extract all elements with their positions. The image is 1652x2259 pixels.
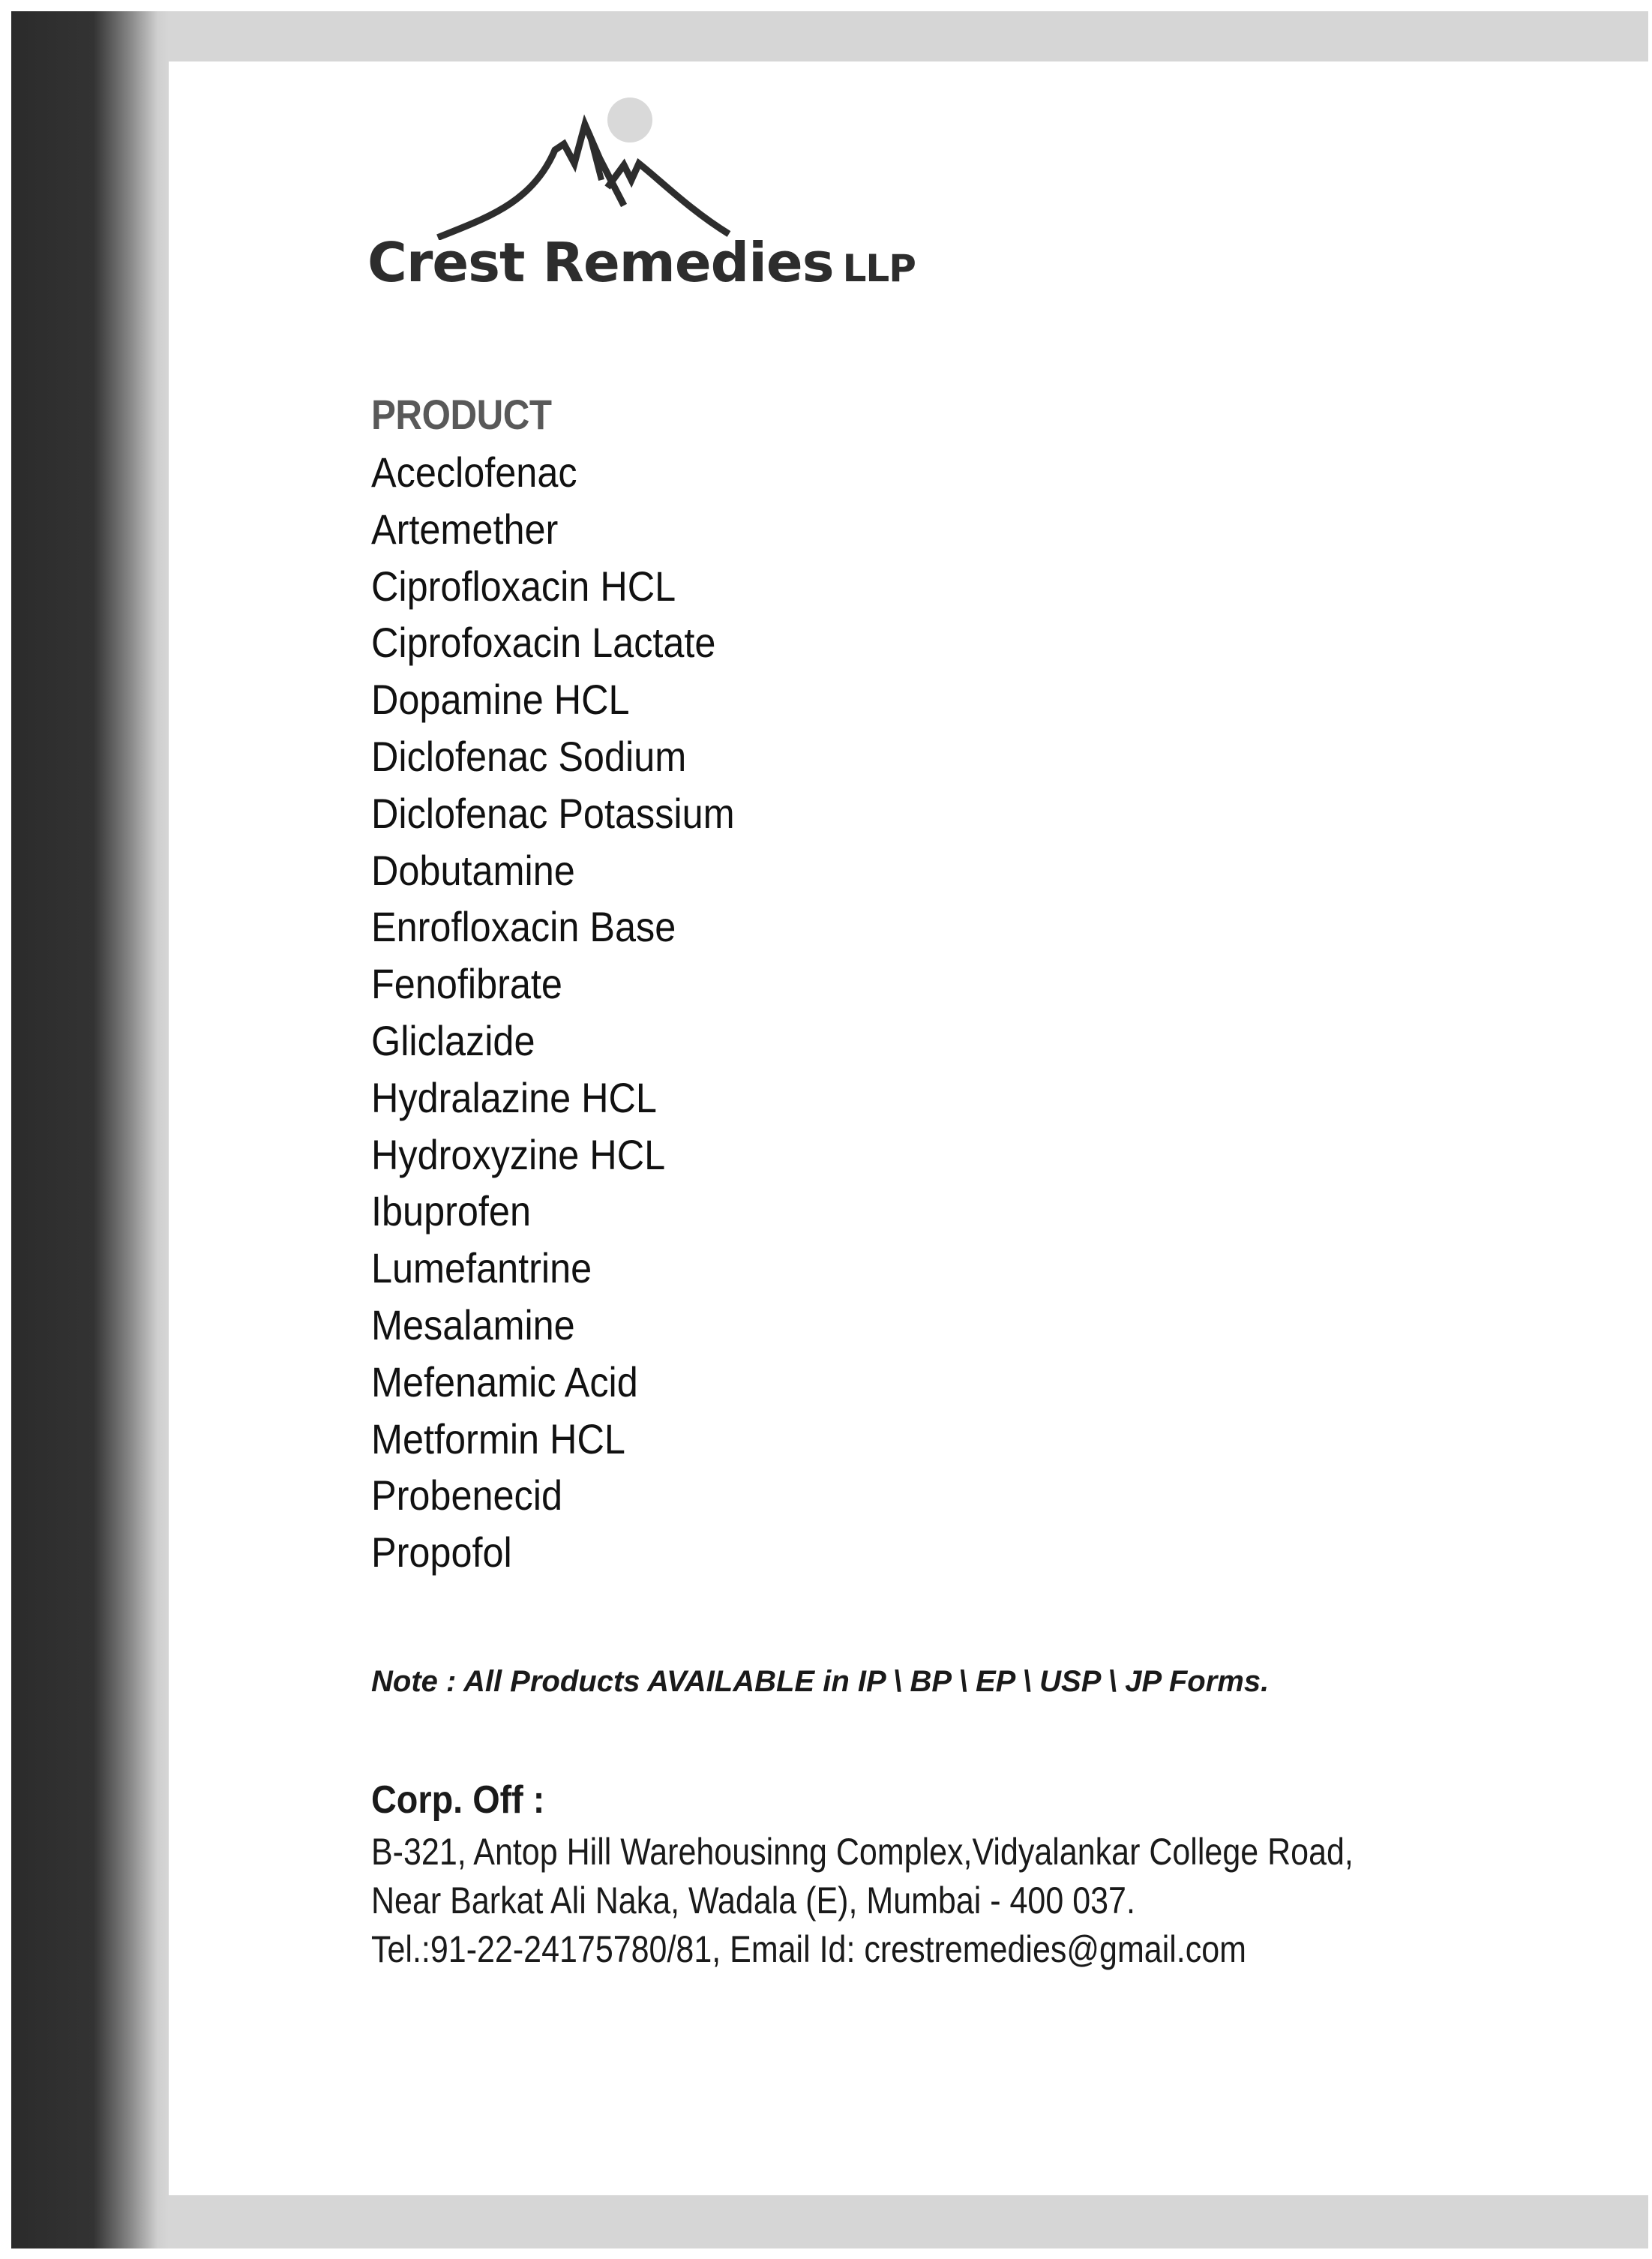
binding-shadow bbox=[11, 11, 169, 2248]
company-logo bbox=[360, 90, 916, 315]
product-item: Dopamine HCL bbox=[371, 676, 630, 724]
product-item: Metformin HCL bbox=[371, 1414, 625, 1462]
product-item: Mesalamine bbox=[371, 1300, 575, 1348]
product-heading: PRODUCT bbox=[371, 391, 552, 438]
address-line-2: Near Barkat Ali Naka, Wadala (E), Mumbai - 400 037. bbox=[371, 1880, 1135, 1922]
product-item: Ibuprofen bbox=[371, 1187, 531, 1235]
product-item: Lumefantrine bbox=[371, 1244, 592, 1292]
product-list bbox=[371, 444, 775, 1581]
mountain-logo-icon bbox=[360, 90, 900, 240]
product-item: Gliclazide bbox=[371, 1016, 535, 1064]
company-name: Crest Remedies bbox=[367, 231, 834, 294]
brand-wordmark bbox=[367, 231, 916, 294]
product-item: Artemether bbox=[371, 505, 559, 553]
product-item: Fenofibrate bbox=[371, 960, 562, 1008]
mountain-right-ridge bbox=[607, 164, 729, 234]
sun-icon bbox=[607, 98, 652, 142]
availability-note: Note : All Products AVAILABLE in IP \ BP \ EP \ USP \ JP Forms. bbox=[371, 1665, 1270, 1698]
product-item: Mefenamic Acid bbox=[371, 1358, 638, 1406]
product-item: Diclofenac Potassium bbox=[371, 789, 735, 837]
product-item: Propofol bbox=[371, 1528, 512, 1576]
corp-office-title: Corp. Off : bbox=[371, 1778, 545, 1822]
product-item: Aceclofenac bbox=[371, 448, 577, 496]
product-item: Diclofenac Sodium bbox=[371, 732, 687, 780]
product-item: Probenecid bbox=[371, 1472, 562, 1520]
product-item: Hydroxyzine HCL bbox=[371, 1130, 666, 1178]
product-item: Hydralazine HCL bbox=[371, 1073, 657, 1121]
contact-line: Tel.:91-22-24175780/81, Email Id: crestremedies@gmail.com bbox=[371, 1928, 1246, 1970]
address-line-1: B-321, Antop Hill Warehousinng Complex,Vidyalankar College Road, bbox=[371, 1831, 1354, 1873]
product-item: Enrofloxacin Base bbox=[371, 903, 676, 951]
company-suffix: LLP bbox=[842, 247, 916, 290]
mountain-left-ridge bbox=[441, 124, 622, 236]
product-item: Dobutamine bbox=[371, 846, 575, 894]
product-item: Ciprofloxacin HCL bbox=[371, 562, 676, 610]
product-item: Ciprofoxacin Lactate bbox=[371, 619, 716, 667]
